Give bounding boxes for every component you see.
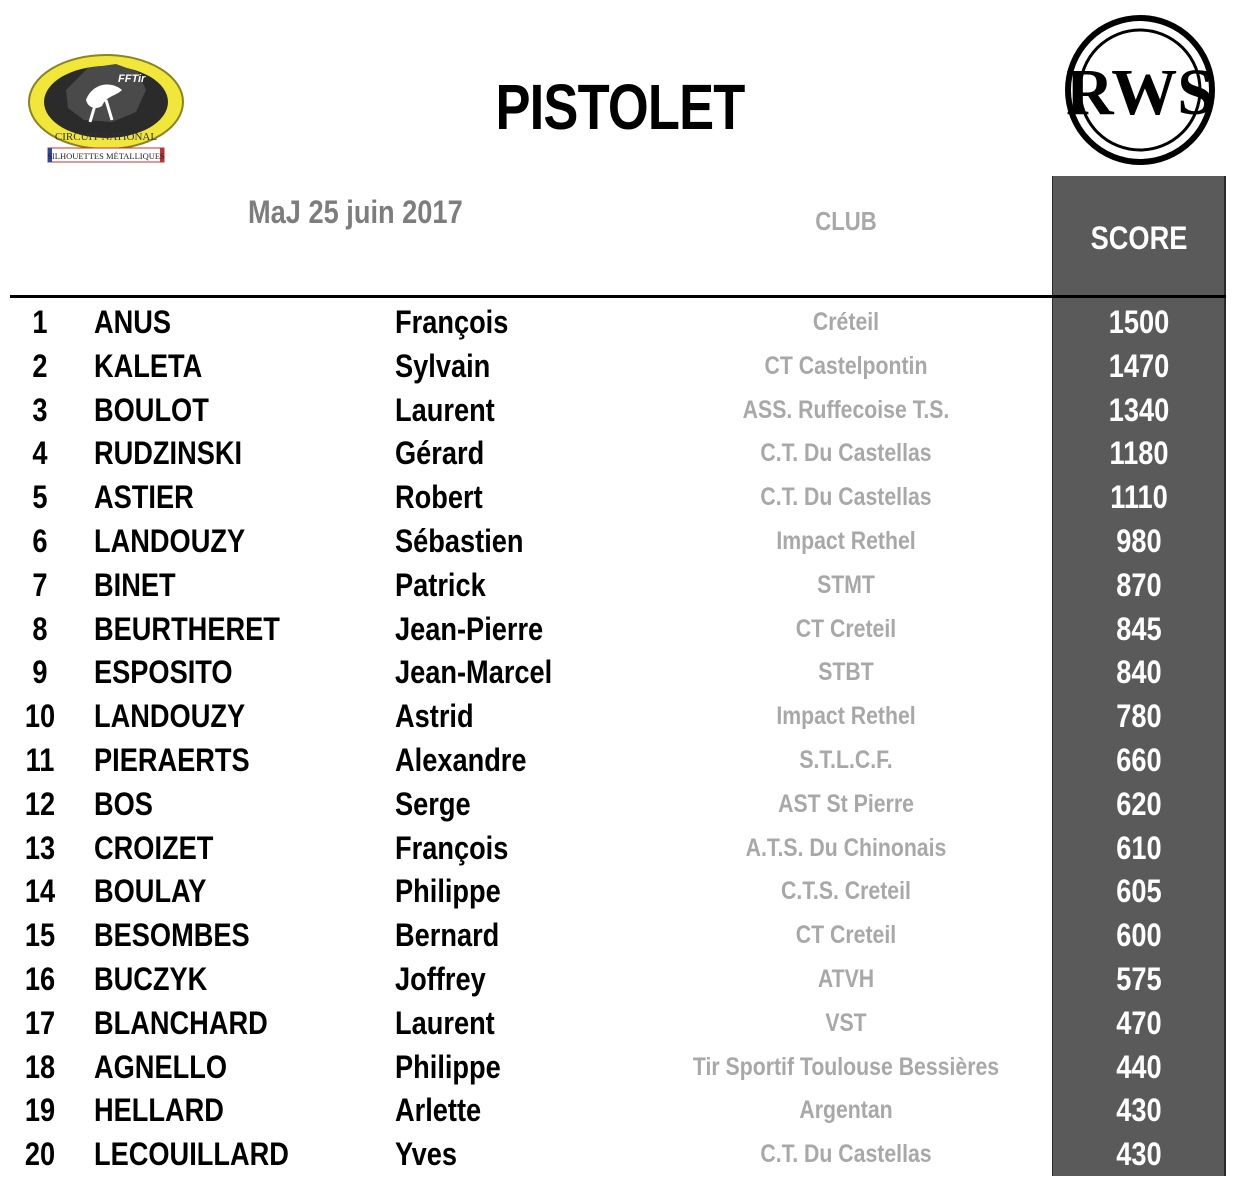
last-name-cell: BUCZYK [94, 960, 208, 997]
table-row [0, 607, 1236, 651]
table-row [0, 1045, 1236, 1089]
club-cell: Tir Sportif Toulouse Bessières [692, 1052, 1000, 1081]
score-cell: 610 [1116, 829, 1162, 866]
club-cell: S.T.L.C.F. [799, 745, 893, 774]
club-cell: Impact Rethel [776, 702, 916, 731]
rank-cell: 12 [24, 785, 56, 822]
club-cell: CT Creteil [795, 921, 897, 950]
last-name-cell: BINET [94, 566, 176, 603]
club-cell: ATVH [817, 964, 875, 993]
club-cell: C.T. Du Castellas [760, 1140, 932, 1169]
first-name-cell: Sébastien [395, 522, 524, 559]
score-cell: 620 [1116, 785, 1162, 822]
rws-logo [1064, 14, 1216, 166]
header-divider [10, 295, 1226, 298]
first-name-cell: Joffrey [395, 960, 486, 997]
first-name-cell: Bernard [395, 917, 500, 954]
table-row [0, 475, 1236, 519]
rank-cell: 7 [32, 566, 48, 603]
first-name-cell: Alexandre [395, 741, 527, 778]
rank-cell: 14 [24, 873, 56, 910]
club-column-header: CLUB [815, 206, 877, 236]
last-name-cell: LANDOUZY [94, 698, 246, 735]
last-name-cell: BOULAY [94, 873, 207, 910]
score-cell: 660 [1116, 741, 1162, 778]
ranking-table [0, 300, 1236, 1176]
first-name-cell: Jean-Marcel [395, 654, 553, 691]
club-cell: CT Creteil [795, 614, 897, 643]
table-row [0, 694, 1236, 738]
rank-cell: 11 [25, 741, 55, 778]
score-cell: 1340 [1108, 391, 1170, 428]
circuit-national-logo [26, 50, 186, 168]
rank-cell: 10 [24, 698, 56, 735]
table-row [0, 650, 1236, 694]
club-cell: A.T.S. Du Chinonais [745, 833, 947, 862]
rank-cell: 4 [32, 435, 48, 472]
svg-text:FFTir: FFTir [118, 73, 146, 85]
club-cell: C.T. Du Castellas [760, 483, 932, 512]
first-name-cell: Laurent [395, 1004, 495, 1041]
first-name-cell: François [395, 829, 509, 866]
score-cell: 845 [1116, 610, 1162, 647]
score-cell: 840 [1116, 654, 1162, 691]
rank-cell: 18 [24, 1048, 56, 1085]
club-cell: Créteil [812, 308, 880, 336]
first-name-cell: Robert [395, 479, 483, 516]
last-name-cell: BLANCHARD [94, 1004, 268, 1041]
score-column-header: SCORE [1090, 220, 1188, 256]
last-name-cell: BEURTHERET [94, 610, 280, 647]
club-cell: ASS. Ruffecoise T.S. [742, 395, 950, 424]
last-name-cell: RUDZINSKI [94, 435, 243, 472]
rank-cell: 1 [32, 304, 48, 340]
club-cell: VST [825, 1008, 867, 1037]
rank-cell: 5 [32, 479, 48, 516]
score-cell: 575 [1116, 960, 1162, 997]
last-name-cell: AGNELLO [94, 1048, 227, 1085]
first-name-cell: Serge [395, 785, 471, 822]
last-name-cell: LECOUILLARD [94, 1136, 289, 1173]
club-cell: AST St Pierre [778, 789, 914, 818]
score-cell: 1470 [1108, 347, 1170, 384]
last-name-cell: BOS [94, 785, 153, 822]
svg-text:SILHOUETTES MÉTALLIQUES: SILHOUETTES MÉTALLIQUES [47, 151, 165, 161]
first-name-cell: Patrick [395, 566, 486, 603]
first-name-cell: Jean-Pierre [395, 610, 544, 647]
score-cell: 430 [1116, 1092, 1162, 1129]
table-row [0, 826, 1236, 870]
last-name-cell: ASTIER [94, 479, 194, 516]
first-name-cell: Arlette [395, 1092, 482, 1129]
rank-cell: 17 [24, 1004, 56, 1041]
last-name-cell: PIERAERTS [94, 741, 250, 778]
svg-text:RWS: RWS [1065, 56, 1215, 129]
rank-cell: 20 [24, 1136, 56, 1173]
rank-cell: 6 [32, 522, 48, 559]
score-cell: 470 [1116, 1004, 1162, 1041]
last-name-cell: ESPOSITO [94, 654, 233, 691]
table-row [0, 782, 1236, 826]
first-name-cell: François [395, 304, 509, 340]
table-row [0, 1088, 1236, 1132]
table-row [0, 957, 1236, 1001]
rank-cell: 2 [32, 347, 48, 384]
rank-cell: 16 [24, 960, 56, 997]
table-row [0, 738, 1236, 782]
club-cell: C.T. Du Castellas [760, 439, 932, 468]
score-cell: 440 [1116, 1048, 1162, 1085]
first-name-cell: Philippe [395, 873, 501, 910]
table-row [0, 1132, 1236, 1176]
table-row [0, 869, 1236, 913]
score-cell: 430 [1116, 1136, 1162, 1173]
last-name-cell: ANUS [94, 304, 172, 340]
last-name-cell: BOULOT [94, 391, 209, 428]
club-cell: C.T.S. Creteil [781, 877, 911, 906]
table-row [0, 1001, 1236, 1045]
table-row [0, 431, 1236, 475]
svg-text:CIRCUIT NATIONAL: CIRCUIT NATIONAL [54, 131, 158, 143]
last-name-cell: BESOMBES [94, 917, 250, 954]
club-cell: STMT [817, 570, 875, 599]
score-cell: 605 [1116, 873, 1162, 910]
table-row [0, 388, 1236, 432]
rank-cell: 15 [24, 917, 56, 954]
score-cell: 1110 [1110, 479, 1168, 516]
rank-cell: 8 [32, 610, 48, 647]
score-cell: 980 [1116, 522, 1162, 559]
score-cell: 1500 [1108, 304, 1170, 340]
last-name-cell: CROIZET [94, 829, 214, 866]
first-name-cell: Philippe [395, 1048, 501, 1085]
club-cell: CT Castelpontin [764, 351, 928, 380]
score-cell: 600 [1116, 917, 1162, 954]
table-row [0, 344, 1236, 388]
rank-cell: 13 [24, 829, 56, 866]
first-name-cell: Astrid [395, 698, 474, 735]
table-row [0, 913, 1236, 957]
table-row [0, 300, 1236, 344]
first-name-cell: Gérard [395, 435, 485, 472]
page-title: PISTOLET [495, 71, 745, 143]
first-name-cell: Sylvain [395, 347, 491, 384]
last-name-cell: HELLARD [94, 1092, 224, 1129]
rank-cell: 19 [24, 1092, 56, 1129]
rank-cell: 9 [32, 654, 48, 691]
club-cell: STBT [818, 658, 874, 687]
club-cell: Argentan [799, 1096, 893, 1125]
first-name-cell: Laurent [395, 391, 495, 428]
rank-cell: 3 [32, 391, 48, 428]
update-date: MaJ 25 juin 2017 [248, 194, 463, 230]
table-row [0, 519, 1236, 563]
club-cell: Impact Rethel [776, 526, 916, 555]
last-name-cell: LANDOUZY [94, 522, 246, 559]
score-cell: 870 [1116, 566, 1162, 603]
last-name-cell: KALETA [94, 347, 203, 384]
table-row [0, 563, 1236, 607]
score-cell: 1180 [1109, 435, 1169, 472]
score-cell: 780 [1116, 698, 1162, 735]
first-name-cell: Yves [395, 1136, 458, 1173]
